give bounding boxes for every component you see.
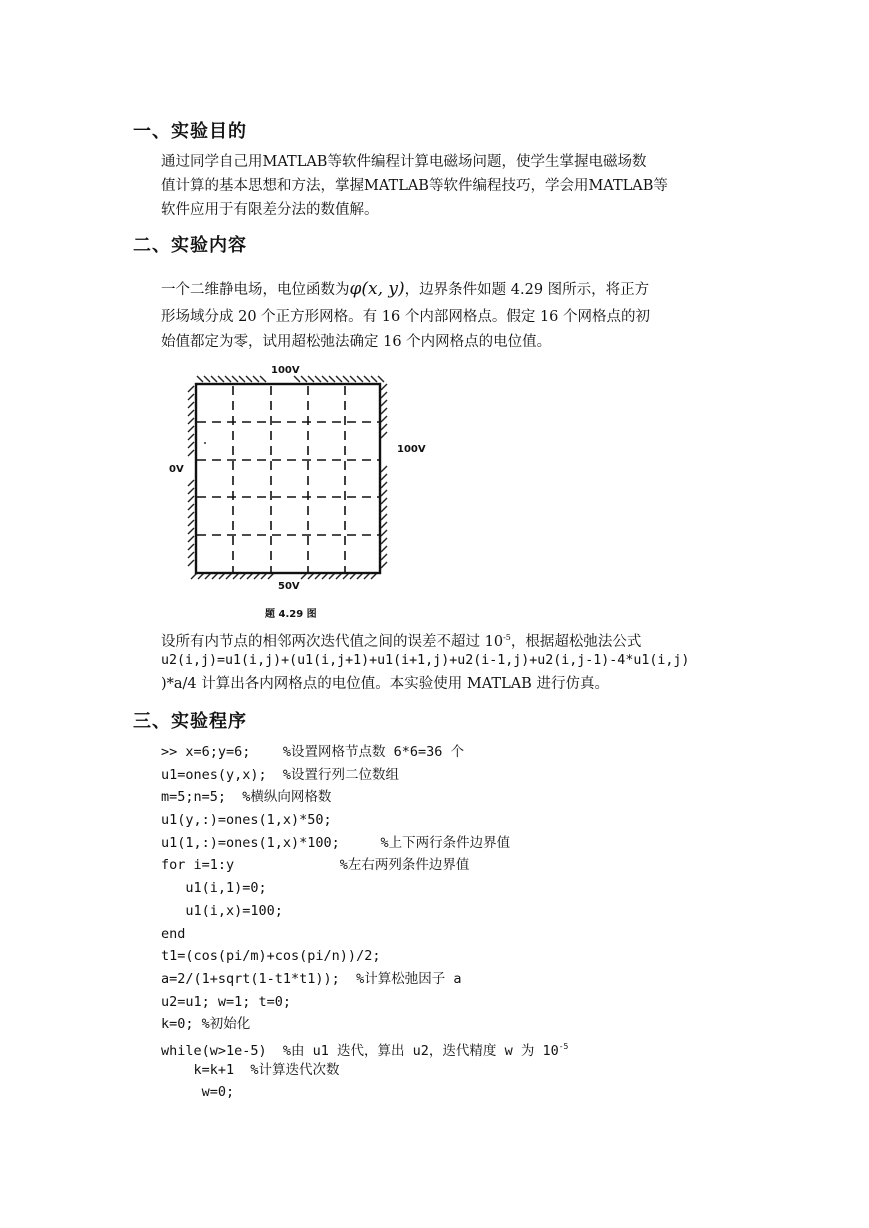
right-boundary-label: 100V (397, 444, 426, 455)
speck (204, 442, 206, 444)
code-line: for i=1:y %左右两列条件边界值 (161, 857, 470, 874)
method-text: ，根据超松弛法公式 (510, 634, 642, 650)
section-heading-program: 三、实验程序 (133, 711, 247, 732)
method-text: 设所有内节点的相邻两次迭代值之间的误差不超过 10 (161, 634, 504, 650)
content-line-3: 始值都定为零，试用超松弛法确定 16 个内网格点的电位值。 (161, 334, 552, 350)
code-line: a=2/(1+sqrt(1-t1*t1)); %计算松弛因子 a (161, 970, 462, 987)
content-line-1 (161, 277, 741, 301)
code-line: u1(i,x)=100; (161, 902, 283, 919)
sor-formula: u2(i,j)=u1(i,j)+(u1(i,j+1)+u1(i+1,j)+u2(i-1,j)+u2(i,j-1)-4*u1(i,j) (161, 653, 690, 668)
code-line: u2=u1; w=1; t=0; (161, 993, 292, 1010)
exponent: -5 (503, 633, 511, 642)
section-heading-purpose: 一、实验目的 (133, 121, 247, 142)
code-line: w=0; (161, 1084, 235, 1101)
content-line-2: 形场域分成 20 个正方形网格。有 16 个内部网格点。假定 16 个网格点的初 (161, 309, 651, 325)
purpose-line: 软件应用于有限差分法的数值解。 (161, 202, 379, 218)
matlab-code-block (161, 741, 761, 1104)
top-boundary-label: 100V (271, 365, 300, 376)
code-line: u1(1,:)=ones(1,x)*100; %上下两行条件边界值 (161, 834, 511, 851)
code-line: end (161, 925, 186, 942)
phi-function: φ(x, y) (349, 279, 405, 299)
purpose-paragraph (161, 150, 741, 222)
field-boundary (196, 384, 380, 573)
code-line: m=5;n=5; %横纵向网格数 (161, 789, 332, 806)
top-hatching (197, 376, 384, 382)
method-paragraph (161, 626, 741, 696)
boundary-figure (161, 362, 433, 622)
code-line: u1(y,:)=ones(1,x)*50; (161, 812, 332, 829)
code-line: k=k+1 %计算迭代次数 (161, 1061, 340, 1078)
bottom-boundary-label: 50V (278, 581, 300, 592)
code-line-while (161, 1036, 761, 1059)
code-line: u1=ones(y,x); %设置行列二位数组 (161, 766, 400, 783)
figure-caption: 题 4.29 图 (265, 609, 317, 620)
method-line-1 (161, 626, 741, 650)
content-text: 一个二维静电场，电位函数为 (161, 282, 350, 298)
section-heading-content: 二、实验内容 (133, 235, 247, 256)
left-hatching (188, 386, 194, 566)
code-line: t1=(cos(pi/m)+cos(pi/n))/2; (161, 948, 381, 965)
code-text: while(w>1e-5) %由 u1 迭代，算出 u2，迭代精度 w 为 10 (161, 1042, 559, 1059)
purpose-line: 通过同学自己用MATLAB等软件编程计算电磁场问题，使学生掌握电磁场数 (161, 154, 647, 170)
code-line: u1(i,1)=0; (161, 880, 267, 897)
dashed-grid (197, 386, 379, 572)
content-paragraph (161, 277, 741, 354)
grid-diagram (161, 362, 433, 622)
code-line: k=0; %初始化 (161, 1016, 251, 1033)
code-line: >> x=6;y=6; %设置网格节点数 6*6=36 个 (161, 744, 465, 760)
purpose-line: 值计算的基本思想和方法，掌握MATLAB等软件编程技巧，学会用MATLAB等 (161, 178, 668, 194)
content-text: ，边界条件如题 4.29 图所示，将正方 (404, 282, 650, 298)
left-boundary-label: 0V (169, 464, 184, 475)
method-line-3: )*a/4 计算出各内网格点的电位值。本实验使用 MATLAB 进行仿真。 (161, 676, 609, 692)
exponent: -5 (558, 1041, 569, 1051)
right-hatching (381, 384, 387, 568)
